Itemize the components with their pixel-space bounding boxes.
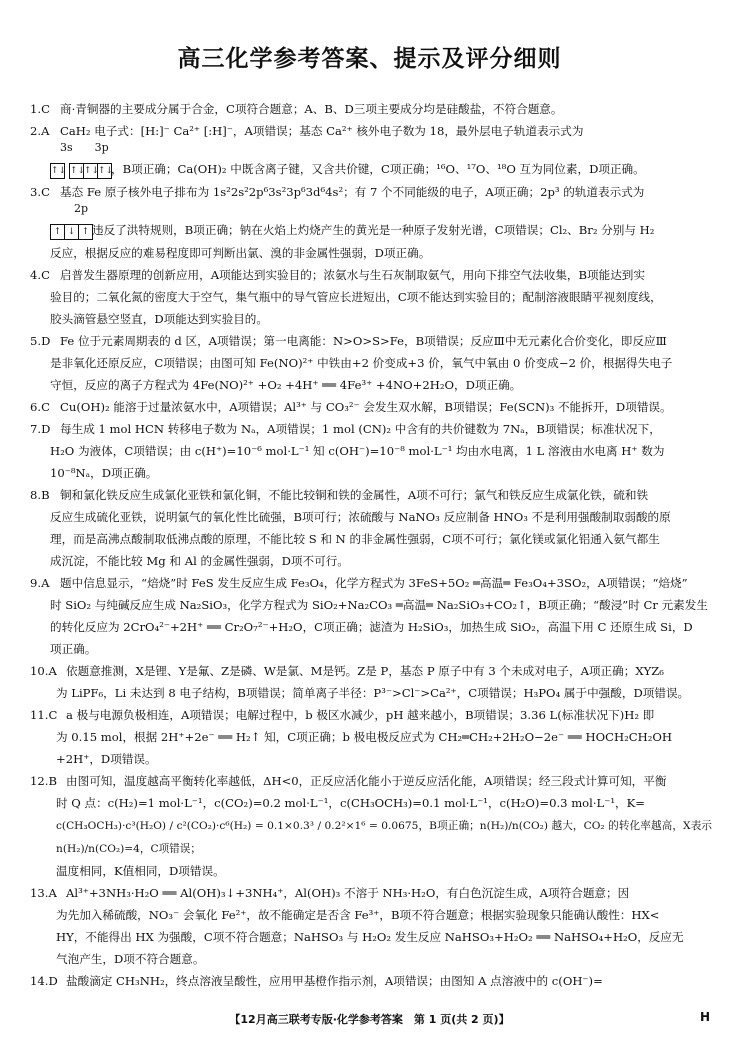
item-text: 依题意推测，X是锂、Y是氟、Z是磷、W是氯、M是钙。Z是 P，基态 P 原子中有 3 个未成对电子，A项正确；XYZ₆ xyxy=(66,664,664,678)
answer-item-8 xyxy=(30,484,712,572)
item-number: 7.D xyxy=(30,422,51,436)
orbital-diagram-q3 xyxy=(50,201,712,219)
item-text: 守恒，反应的离子方程式为 4Fe(NO)²⁺ +O₂ +4H⁺ ══ 4Fe³⁺ +4NO+2H₂O，D项正确。 xyxy=(50,378,522,392)
answer-item-7 xyxy=(30,418,712,484)
item-number: 1.C xyxy=(30,102,50,116)
item-text: CaH₂ 电子式：[H:]⁻ Ca²⁺ [:H]⁻，A项错误；基态 Ca²⁺ 核外电子数为 18，最外层电子轨道表示式为 xyxy=(60,124,584,138)
item-number: 4.C xyxy=(30,268,50,282)
item-number: 8.B xyxy=(30,488,50,502)
answer-item-5 xyxy=(30,330,712,396)
item-text: 商·青铜器的主要成分属于合金，C项符合题意；A、B、D三项主要成分均是硅酸盐，不符合题意。 xyxy=(60,102,563,116)
item-text: 基态 Fe 原子核外电子排布为 1s²2s²2p⁶3s²3p⁶3d⁶4s²；有 7 个不同能级的电子，A项正确；2p³ 的轨道表示式为 xyxy=(60,185,645,199)
item-text: 时 Q 点：c(H₂)=1 mol·L⁻¹，c(CO₂)=0.2 mol·L⁻¹，c(CH₃OCH₃)=0.1 mol·L⁻¹，c(H₂O)=0.3 mol·L⁻¹，K= xyxy=(56,796,645,810)
orbital-label: 2p xyxy=(74,202,89,215)
orbital-boxes-3p: ↑↓↑↓↑↓ xyxy=(69,159,111,181)
item-text: 每生成 1 mol HCN 转移电子数为 Nₐ，A项错误；1 mol (CN)₂ 中含有的共价键数为 7Nₐ，B项错误；标准状况下， xyxy=(60,422,661,436)
answer-item-2 xyxy=(30,120,712,181)
item-text: HY，不能得出 HX 为强酸，C项不符合题意；NaHSO₃ 与 H₂O₂ 发生反应 NaHSO₃+H₂O₂ ══ NaHSO₄+H₂O，反应无 xyxy=(56,930,684,944)
item-text: 成沉淀，不能比较 Mg 和 Al 的金属性强弱，D项不可行。 xyxy=(50,554,349,568)
item-text: 反应生成硫化亚铁，说明氯气的氧化性比硫强，B项可行；浓硫酸与 NaNO₃ 反应制备 HNO₃ 不是利用强酸制取弱酸的原 xyxy=(50,510,671,524)
item-number: 9.A xyxy=(30,576,50,590)
page-footer: 【12月高三联考专版·化学参考答案 第 1 页(共 2 页)】 xyxy=(229,1013,510,1026)
orbital-diagram-q2 xyxy=(50,140,712,158)
item-number: 11.C xyxy=(30,708,58,722)
item-text: 启普发生器原理的创新应用，A项能达到实验目的；浓氨水与生石灰制取氨气，用向下排空气法收集，B项能达到实 xyxy=(60,268,645,282)
answer-item-11 xyxy=(30,704,712,770)
item-number: 14.D xyxy=(30,974,58,988)
item-number: 12.B xyxy=(30,774,57,788)
answer-item-9 xyxy=(30,572,712,660)
item-number: 10.A xyxy=(30,664,57,678)
answer-item-12 xyxy=(30,770,712,882)
item-text: 反应，根据反应的难易程度即可判断出氯、溴的非金属性强弱，D项正确。 xyxy=(50,246,431,260)
equilibrium-constant-expression: c(CH₃OCH₃)·c³(H₂O) / c²(CO₂)·c⁶(H₂) = 0.1×0.3³ / 0.2²×1⁶ = 0.0675，B项正确；n(H₂)/n(CO₂) 越大，CO₂ 的转化率越高，X表示 n(H₂)/n(CO₂)=4，C项错误； xyxy=(56,820,712,855)
item-text: 验目的；二氧化氮的密度大于空气，集气瓶中的导气管应长进短出，C项不能达到实验目的；配制溶液眼睛平视刻度线， xyxy=(50,290,662,304)
item-text: 时 SiO₂ 与纯碱反应生成 Na₂SiO₃，化学方程式为 SiO₂+Na₂CO₃ ═高温═ Na₂SiO₃+CO₂↑，B项正确；“酸浸”时 Cr 元素发生 xyxy=(50,598,708,612)
item-text: 铜和氯化铁反应生成氯化亚铁和氯化铜，不能比较铜和铁的金属性，A项不可行；氯气和铁反应生成氯化铁，硫和铁 xyxy=(60,488,649,502)
answer-item-6 xyxy=(30,396,712,418)
item-text: 是非氧化还原反应，C项错误；由图可知 Fe(NO)²⁺ 中铁由+2 价变成+3 价，氧气中氧由 0 价变成−2 价，根据得失电子 xyxy=(50,356,673,370)
answer-item-13 xyxy=(30,882,712,970)
answer-item-4 xyxy=(30,264,712,330)
orbital-boxes-2p: ↑ ↓ ↑ xyxy=(50,220,92,242)
item-text: 违反了洪特规则，B项正确；钠在火焰上灼烧产生的黄光是一种原子发射光谱，C项错误；Cl₂、Br₂ 分别与 H₂ xyxy=(92,223,655,237)
item-text: 题中信息显示，“焙烧”时 FeS 发生反应生成 Fe₃O₄，化学方程式为 3FeS+5O₂ ═高温═ Fe₃O₄+3SO₂，A项错误；“焙烧” xyxy=(60,576,688,590)
item-number: 5.D xyxy=(30,334,51,348)
item-text: H₂O 为液体，C项错误；由 c(H⁺)=10⁻⁶ mol·L⁻¹ 知 c(OH⁻)=10⁻⁸ mol·L⁻¹ 均由水电离，1 L 溶液由水电离 H⁺ 数为 xyxy=(50,444,665,458)
page-title: 高三化学参考答案、提示及评分细则 xyxy=(177,46,562,72)
orbital-boxes-3s: ↑↓ xyxy=(50,159,64,181)
item-text: Fe 位于元素周期表的 d 区，A项错误；第一电离能：N>O>S>Fe，B项错误；反应Ⅲ中无元素化合价变化，即反应Ⅲ xyxy=(60,334,667,348)
item-text: 由图可知，温度越高平衡转化率越低，ΔH<0，正反应活化能小于逆反应活化能，A项错误；经三段式计算可知，平衡 xyxy=(66,774,667,788)
item-text: 为 0.15 mol，根据 2H⁺+2e⁻ ══ H₂↑ 知，C项正确；b 极电极反应式为 CH₂═CH₂+2H₂O−2e⁻ ══ HOCH₂CH₂OH xyxy=(56,730,672,744)
item-text: 气泡产生，D项不符合题意。 xyxy=(56,952,205,966)
item-text: 的转化反应为 2CrO₄²⁻+2H⁺ ══ Cr₂O₇²⁻+H₂O，C项正确；滤渣为 H₂SiO₃，加热生成 SiO₂，高温下用 C 还原生成 Si，D xyxy=(50,620,693,634)
item-number: 13.A xyxy=(30,886,57,900)
item-text: Al³⁺+3NH₃·H₂O ══ Al(OH)₃↓+3NH₄⁺，Al(OH)₃ 不溶于 NH₃·H₂O，有白色沉淀生成，A项符合题意；因 xyxy=(66,886,630,900)
item-text: 盐酸滴定 CH₃NH₂，终点溶液呈酸性，应用甲基橙作指示剂，A项错误；由图知 A 点溶液中的 c(OH⁻)= xyxy=(66,974,603,988)
item-text: 10⁻⁸Nₐ，D项正确。 xyxy=(50,466,158,480)
answer-list xyxy=(30,98,712,992)
answer-item-14 xyxy=(30,970,712,992)
answer-item-3 xyxy=(30,181,712,264)
item-text: 理，而是高沸点酸制取低沸点酸的原理，不能比较 S 和 N 的非金属性强弱，C项不可行；氯化镁或氯化铝通入氨气都生 xyxy=(50,532,660,546)
item-number: 2.A xyxy=(30,124,50,138)
answer-item-10 xyxy=(30,660,712,704)
item-text: 胶头滴管悬空竖直，D项能达到实验目的。 xyxy=(50,312,268,326)
item-text: Cu(OH)₂ 能溶于过量浓氨水中，A项错误；Al³⁺ 与 CO₃²⁻ 会发生双水解，B项错误；Fe(SCN)₃ 不能拆开，D项错误。 xyxy=(60,400,672,414)
item-text: 为先加入稀硫酸，NO₃⁻ 会氧化 Fe²⁺，故不能确定是否含 Fe³⁺，B项不符合题意；根据实验现象只能确认酸性：HX< xyxy=(56,908,660,922)
orbital-label: 3s 3p xyxy=(60,141,109,154)
item-text: 为 LiPF₆，Li 未达到 8 电子结构，B项错误；简单离子半径：P³⁻>Cl⁻>Ca²⁺，C项错误；H₃PO₄ 属于中强酸，D项错误。 xyxy=(56,686,690,700)
item-text: 项正确。 xyxy=(50,642,97,656)
item-text: 温度相同，K值相同，D项错误。 xyxy=(56,864,225,878)
answer-item-1 xyxy=(30,98,712,120)
item-number: 6.C xyxy=(30,400,50,414)
item-number: 3.C xyxy=(30,185,50,199)
item-text: a 极与电源负极相连，A项错误；电解过程中，b 极区水减少，pH 越来越小，B项错误；3.36 L(标准状况下)H₂ 即 xyxy=(66,708,655,722)
version-mark: H xyxy=(700,1010,711,1024)
item-text: ，B项正确；Ca(OH)₂ 中既含离子键，又含共价键，C项正确；¹⁶O、¹⁷O、¹⁸O 互为同位素，D项正确。 xyxy=(111,162,645,176)
item-text: +2H⁺，D项错误。 xyxy=(56,752,157,766)
